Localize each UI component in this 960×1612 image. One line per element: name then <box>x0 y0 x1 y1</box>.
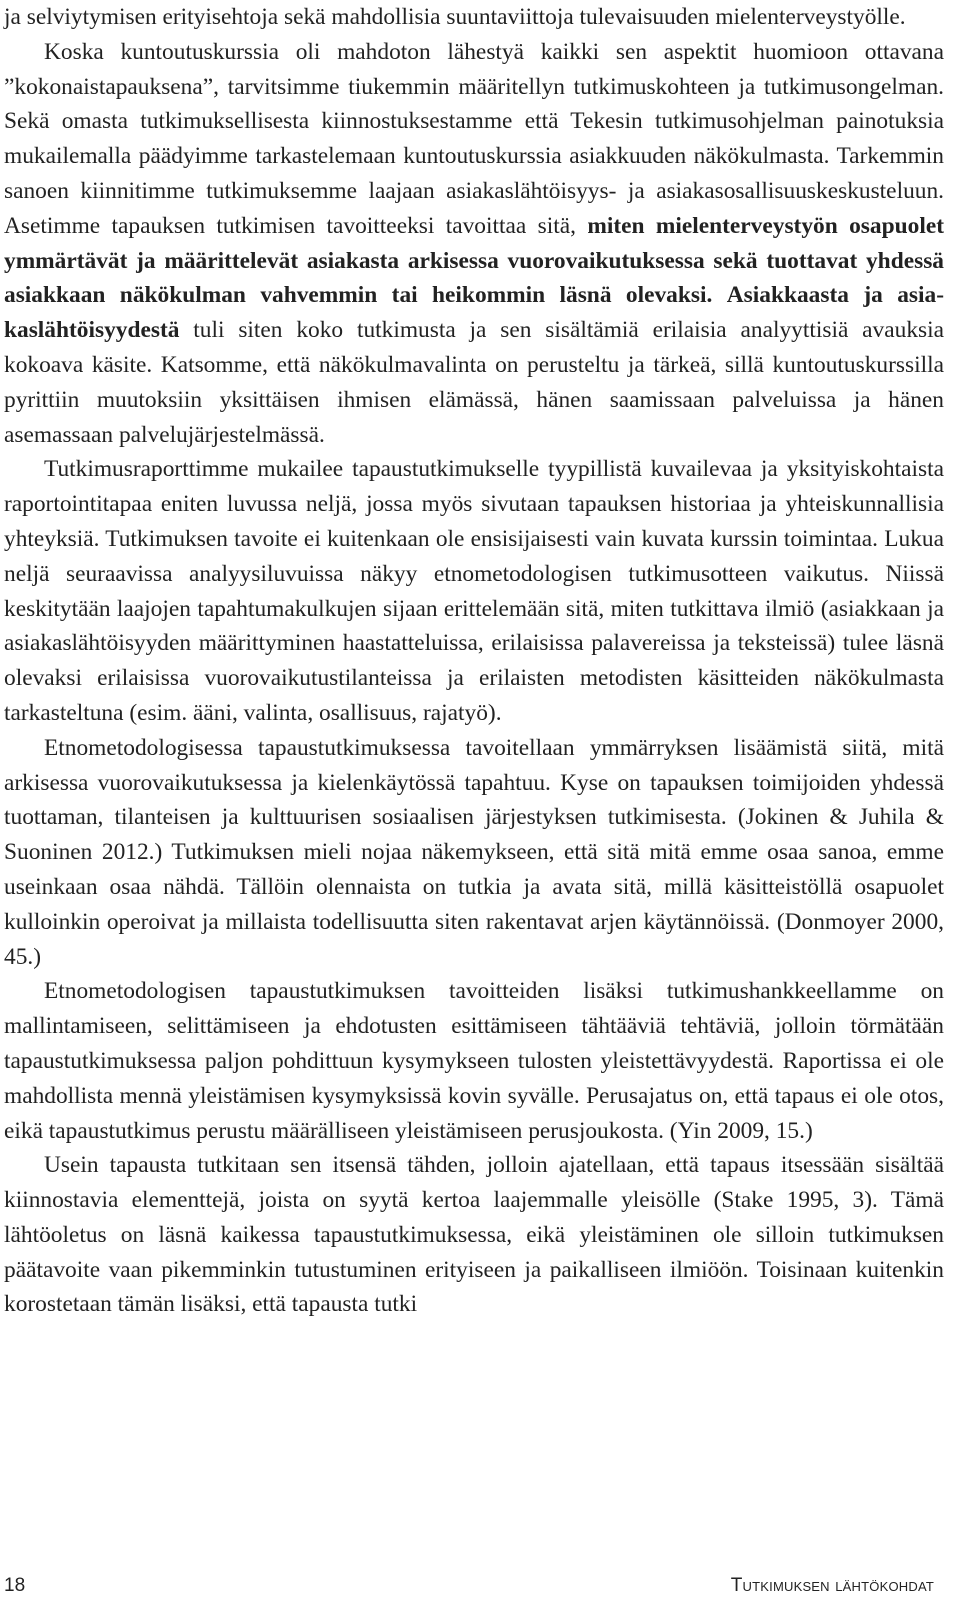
paragraph <box>4 974 944 1148</box>
paragraph <box>4 35 944 453</box>
running-title: Tutkimuksen lähtökohdat <box>730 1575 934 1596</box>
paragraph <box>4 452 944 730</box>
paragraph <box>4 1148 944 1322</box>
text-span: Etnometodologisen tapaustutkimuksen tavoitteiden lisäksi tutkimushankkeellamme on mallintamiseen, selittämiseen ja ehdotusten esittämiseen tähtääviä tehtäviä, jolloin törmätään tapaustutkimuksessa paljon pohdittuun kysymykseen tulosten yleistettävyydestä. Raportissa ei ole mahdollista mennä yleistämisen kysymyksissä kovin syvälle. Perusajatus on, että tapaus ei ole otos, eikä tapaustutkimus perustu määrälliseen yleistämiseen perusjoukosta. (Yin 2009, 15.) <box>4 978 944 1144</box>
text-span <box>712 282 726 308</box>
bold-text-span: Asiakkaasta ja asiakaslähtöisyydestä <box>4 282 945 344</box>
paragraph <box>4 731 944 975</box>
text-span: tuli siten koko tutkimusta ja sen sisältämiä erilaisia analyyttisiä avauksia kokoava käsite. Katsomme, että näkökulmavalinta on perusteltu ja tärkeä, sillä kuntoutuskurssilla pyrittiin muutoksiin yksittäisen ihmisen elämässä, hänen saamissaan palveluissa ja hänen asemassaan palvelujärjestelmässä. <box>4 317 944 448</box>
page-number: 18 <box>4 1575 26 1596</box>
body-text <box>4 0 944 1322</box>
text-span: Koska kuntoutuskurssia oli mahdoton lähestyä kaikki sen aspektit huomioon ottavana ”kokonaistapauksena”, tarvitsimme tiukemmin määritellyn tutkimuskohteen ja tutkimusongelman. Sekä omasta tutkimuksellisesta kiinnostuksestamme että Tekesin tutkimusohjelman painotuksia mukailemalla päädyimme tarkastelemaan kuntoutuskurssia asiakkuuden näkökulmasta. Tarkemmin sanoen kiinnitimme tutkimuksemme laajaan asiakaslähtöisyys- ja asiakasosallisuuskeskusteluun. Asetimme tapauksen tutkimisen tavoitteeksi tavoittaa sitä, <box>4 38 944 239</box>
text-span: Usein tapausta tutkitaan sen itsensä tähden, jolloin ajatellaan, että tapaus itsessään sisältää kiinnostavia elementtejä, joista on syytä kertoa laajemmalle yleisölle (Stake 1995, 3). Tämä lähtöoletus on läsnä kaikessa tapaustutkimuksessa, eikä yleistäminen ole silloin tutkimuksen päätavoite vaan pikemminkin tutustuminen erityiseen ja paikalliseen ilmiöön. Toisinaan kuitenkin korostetaan tämän lisäksi, että tapausta tutki <box>4 1152 944 1318</box>
bold-text-span: miten mielenterveystyön osapuolet ymmärtävät ja määrittelevät asiakasta arkisessa vuorovaikutuksessa sekä tuottavat yhdessä asiakkaan näkökulman vahvemmin tai heikommin läsnä olevaksi. <box>4 212 944 309</box>
text-span: Tutkimusraporttimme mukailee tapaustutkimukselle tyypillistä kuvailevaa ja yksityiskohtaista raportointitapaa eniten luvussa neljä, jossa myös sivutaan tapauksen historiaa ja yhteiskunnallisia yhteyksiä. Tutkimuksen tavoite ei kuitenkaan ole ensisijaisesti vain kuvata kurssin toimintaa. Lukua neljä seuraavissa analyysiluvuissa näkyy etnometodologisen tutkimusotteen vaikutus. Niissä keskitytään laajojen tapahtumakulkujen sijaan erittelemään sitä, miten tutkittava ilmiö (asiakkaan ja asiakaslähtöisyyden määrittyminen haastatteluissa, erilaisissa palavereissa ja teksteissä) tulee läsnä olevaksi erilaisissa vuorovaikutustilanteissa ja erilaisten metodisten käsitteiden näkökulmasta tarkasteltuna (esim. ääni, valinta, osallisuus, rajatyö). <box>4 456 944 726</box>
text-span: Etnometodologisessa tapaustutkimuksessa tavoitellaan ymmärryksen lisäämistä siitä, mitä arkisessa vuorovaikutuksessa ja kielenkäytössä tapahtuu. Kyse on tapauksen toimijoiden yhdessä tuottaman, tilanteisen ja kulttuurisen sosiaalisen järjestyksen tutkimisesta. (Jokinen & Juhila & Suoninen 2012.) Tutkimuksen mieli nojaa näkemykseen, että sitä mitä emme osaa sanoa, emme useinkaan osaa nähdä. Tällöin olennaista on tutkia ja avata sitä, millä käsitteistöllä osapuolet kulloinkin operoivat ja millaista todellisuutta siten rakentavat arjen käytännöissä. (Donmoyer 2000, 45.) <box>4 734 944 970</box>
page-body <box>4 0 944 1322</box>
paragraph <box>4 0 944 35</box>
text-span: ja selviytymisen erityisehtoja sekä mahdollisia suuntaviittoja tulevaisuuden mielenterveystyölle. <box>4 4 906 30</box>
